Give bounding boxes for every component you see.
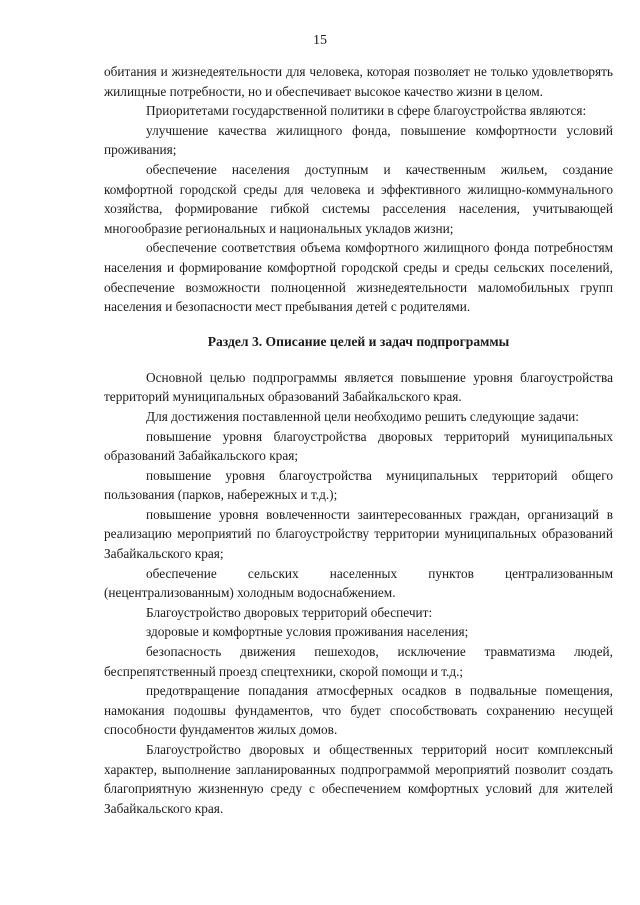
paragraph: Основной целью подпрограммы является повышение уровня благоустройства территорий муниципальных образований Забайкальского края. bbox=[104, 369, 613, 405]
list-item: повышение уровня благоустройства муниципальных территорий общего пользования (парков, набережных и т.д.); bbox=[104, 467, 613, 503]
list-item: повышение уровня вовлеченности заинтересованных граждан, организаций в реализацию мероприятий по благоустройству территории муниципальных образований Забайкальского края; bbox=[104, 506, 613, 562]
paragraph: Благоустройство дворовых территорий обеспечит: bbox=[146, 604, 433, 620]
section-heading: Раздел 3. Описание целей и задач подпрограммы bbox=[207, 333, 510, 349]
list-item: повышение уровня благоустройства дворовых территорий муниципальных образований Забайкальского края; bbox=[104, 428, 613, 464]
list-item: обеспечение населения доступным и качественным жильем, создание комфортной городской среды для человека и эффективного жилищно-коммунального хозяйства, формирование гибкой системы расселения населения, учитывающей многообразие региональных и национальных укладов жизни; bbox=[104, 161, 613, 236]
paragraph: Для достижения поставленной цели необходимо решить следующие задачи: bbox=[146, 408, 579, 424]
list-item: обеспечение сельских населенных пунктов централизованным (нецентрализованным) холодным водоснабжением. bbox=[104, 565, 613, 601]
paragraph: Приоритетами государственной политики в сфере благоустройства являются: bbox=[146, 103, 587, 119]
list-item: обеспечение соответствия объема комфортного жилищного фонда потребностям населения и формирование комфортной городской среды и среды сельских поселений, обеспечение возможности полноценной жизнедеятельности маломобильных групп населения и безопасности мест пребывания детей с родителями. bbox=[104, 240, 613, 315]
page-number: 15 bbox=[313, 33, 327, 48]
document-body bbox=[104, 62, 613, 818]
paragraph: обитания и жизнедеятельности для человека, которая позволяет не только удовлетворять жилищные потребности, но и обеспечивает высокое качество жизни в целом. bbox=[104, 64, 613, 99]
list-item: здоровые и комфортные условия проживания населения; bbox=[146, 624, 469, 640]
list-item: улучшение качества жилищного фонда, повышение комфортности условий проживания; bbox=[104, 122, 613, 158]
list-item: предотвращение попадания атмосферных осадков в подвальные помещения, намокания подошвы фундаментов, что будет способствовать сохранению несущей способности фундаментов жилых домов. bbox=[104, 683, 613, 738]
paragraph: Благоустройство дворовых и общественных территорий носит комплексный характер, выполнение запланированных подпрограммой мероприятий позволит создать благоприятную жизненную среду с обеспечением комфортных условий для жителей Забайкальского края. bbox=[104, 742, 613, 816]
list-item: безопасность движения пешеходов, исключение травматизма людей, беспрепятственный проезд спецтехники, скорой помощи и т.д.; bbox=[104, 644, 613, 679]
